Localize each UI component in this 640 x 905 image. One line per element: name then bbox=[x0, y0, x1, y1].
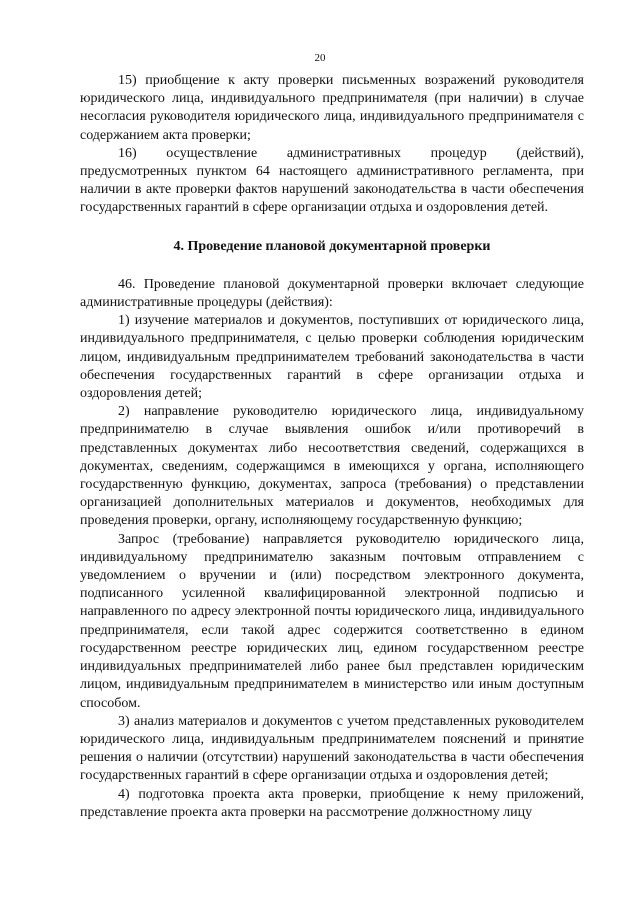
paragraph-item-1: 1) изучение материалов и документов, поступивших от юридического лица, индивидуального предпринимателя, с целью проверки соблюдения юридическим лицом, индивидуальным предпринимателем требований законодательства в части обеспечения государственных гарантий в сфере организации отдыха и оздоровления детей; bbox=[80, 313, 584, 402]
paragraph-request-note: Запрос (требование) направляется руководителю юридического лица, индивидуальному предпринимателю заказным почтовым отправлением с уведомлением о вручении и (или) посредством электронного документа, подписанного усиленной квалифицированной электронной подписью и направленного по адресу электронной почты юридического лица, индивидуального предпринимателя, если такой адрес содержится соответственно в едином государственном реестре юридических лиц, едином государственном реестре индивидуальных предпринимателей либо ранее был представлен юридическим лицом, индивидуальным предпринимателем в министерство или иным доступным способом. bbox=[80, 531, 584, 711]
paragraph-item-15: 15) приобщение к акту проверки письменных возражений руководителя юридического лица, индивидуального предпринимателя (при наличии) в случае несогласия руководителя юридического лица, индивидуального предпринимателя с содержанием акта проверки; bbox=[80, 73, 584, 143]
paragraph-item-2: 2) направление руководителю юридического лица, индивидуальному предпринимателю в случае выявления ошибок и/или противоречий в представленных документах либо несоответствия сведений, содержащихся в документах, сведениям, содержащимся в имеющихся у органа, исполняющего государственную функцию, документах, запроса (требования) о представлении организацией дополнительных материалов и документов, необходимых для проведения проверки, органу, исполняющему государственную функцию; bbox=[80, 404, 584, 529]
paragraph-item-4: 4) подготовка проекта акта проверки, приобщение к нему приложений, представление проекта акта проверки на рассмотрение должностному лицу bbox=[80, 786, 584, 820]
paragraph-item-16: 16) осуществление административных процедур (действий), предусмотренных пунктом 64 настоящего административного регламента, при наличии в акте проверки фактов нарушений законодательства в части обеспечения государственных гарантий в сфере организации отдыха и оздоровления детей. bbox=[80, 145, 584, 216]
section-heading: 4. Проведение плановой документарной проверки bbox=[173, 238, 491, 254]
document-body bbox=[80, 72, 584, 822]
paragraph-item-3: 3) анализ материалов и документов с учетом представленных руководителем юридического лица, индивидуальным предпринимателем пояснений и принятие решения о наличии (отсутствии) нарушений законодательства в части обеспечения государственных гарантий в сфере организации отдыха и оздоровления детей; bbox=[80, 713, 584, 784]
paragraph-clause-46: 46. Проведение плановой документарной проверки включает следующие административные процедуры (действия): bbox=[80, 276, 584, 311]
page-number: 20 bbox=[314, 52, 326, 64]
